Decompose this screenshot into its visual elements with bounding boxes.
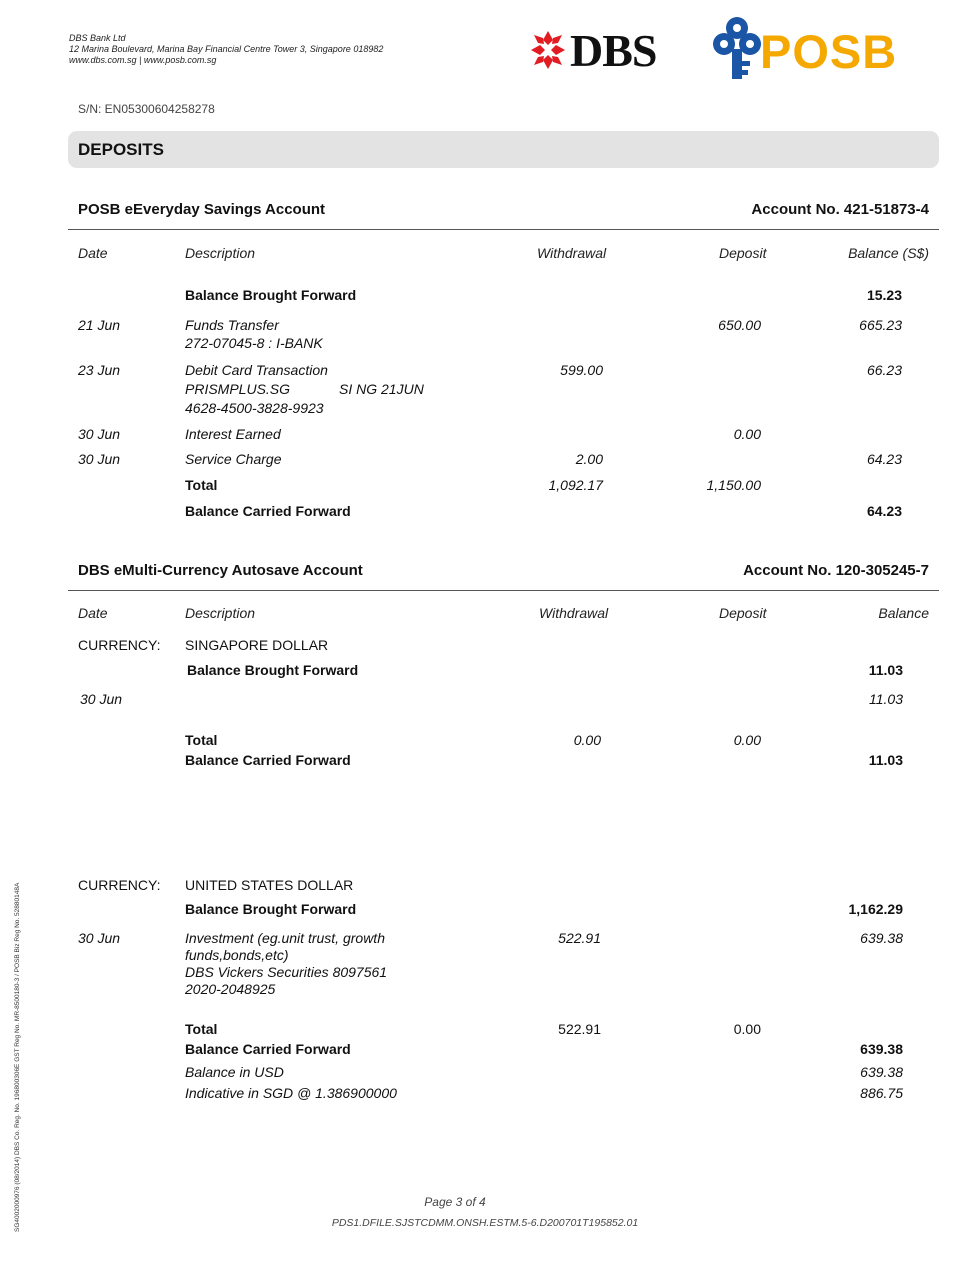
- row-deposit: 0.00: [733, 426, 761, 442]
- account1-number: Account No. 421-51873-4: [751, 201, 929, 218]
- row-description-detail: PRISMPLUS.SG: [185, 381, 291, 397]
- col-withdrawal: Withdrawal: [537, 245, 607, 261]
- bbf-label: Balance Brought Forward: [185, 287, 357, 303]
- row-withdrawal: 2.00: [575, 451, 603, 467]
- serial-number: S/N: EN05300604258278: [78, 102, 215, 116]
- row-description-detail: DBS Vickers Securities 8097561: [185, 964, 388, 980]
- row-date: 30 Jun: [80, 691, 123, 707]
- total-withdrawal: 0.00: [573, 732, 601, 748]
- dbs-star-icon: [530, 30, 566, 70]
- row-withdrawal: 522.91: [558, 930, 601, 946]
- row-date: 23 Jun: [78, 362, 121, 378]
- row-description: Service Charge: [185, 451, 282, 467]
- bcf-value: 639.38: [860, 1041, 903, 1057]
- row-deposit: 650.00: [718, 317, 761, 333]
- row-description-detail: 272-07045-8 : I-BANK: [185, 335, 323, 351]
- col-withdrawal: Withdrawal: [539, 605, 609, 621]
- dbs-logo-text: DBS: [570, 25, 657, 76]
- row-date: 30 Jun: [78, 451, 121, 467]
- bcf-label: Balance Carried Forward: [185, 1041, 351, 1057]
- indicative-sgd-label: Indicative in SGD @ 1.386900000: [185, 1085, 397, 1101]
- col-date: Date: [78, 245, 108, 261]
- row-description-detail: 2020-2048925: [185, 981, 276, 997]
- bbf-value: 11.03: [868, 662, 903, 678]
- bbf-label: Balance Brought Forward: [185, 901, 357, 917]
- account2-number: Account No. 120-305245-7: [743, 562, 929, 579]
- col-deposit: Deposit: [719, 605, 767, 621]
- col-balance: Balance (S$): [848, 245, 929, 261]
- total-deposit: 0.00: [733, 1021, 761, 1037]
- row-description: Funds Transfer: [185, 317, 279, 333]
- currency-name: SINGAPORE DOLLAR: [185, 637, 329, 653]
- currency-label: CURRENCY:: [78, 637, 161, 653]
- side-registration-text: SG4002000976 (08/2014) DBS Co. Reg. No. 196800306E GST Reg No. MR-8500180-3 / POSB Biz Reg No. 52880148A: [14, 882, 21, 1232]
- row-description: Debit Card Transaction: [185, 362, 328, 378]
- total-deposit: 1,150.00: [706, 477, 761, 493]
- row-balance: 11.03: [869, 691, 903, 707]
- row-balance: 66.23: [866, 362, 902, 378]
- posb-key-icon: [711, 15, 763, 81]
- col-deposit: Deposit: [719, 245, 767, 261]
- row-description: Investment (eg.unit trust, growth: [185, 930, 385, 946]
- row-balance: 665.23: [859, 317, 902, 333]
- bcf-value: 64.23: [866, 503, 902, 519]
- bcf-label: Balance Carried Forward: [185, 752, 351, 768]
- balance-usd-label: Balance in USD: [185, 1064, 284, 1080]
- account1-name: POSB eEveryday Savings Account: [78, 201, 326, 218]
- bbf-label: Balance Brought Forward: [187, 662, 359, 678]
- account1-divider: [68, 229, 939, 230]
- row-balance: 639.38: [860, 930, 903, 946]
- section-bar: [68, 131, 939, 168]
- indicative-sgd-value: 886.75: [860, 1085, 903, 1101]
- bcf-label: Balance Carried Forward: [185, 503, 351, 519]
- bbf-value: 1,162.29: [848, 901, 903, 917]
- bank-website: www.dbs.com.sg | www.posb.com.sg: [69, 55, 217, 65]
- col-balance: Balance: [878, 605, 929, 621]
- col-description: Description: [185, 245, 256, 261]
- bank-address: 12 Marina Boulevard, Marina Bay Financial Centre Tower 3, Singapore 018982: [69, 44, 384, 54]
- row-description: Interest Earned: [185, 426, 281, 442]
- balance-usd-value: 639.38: [860, 1064, 903, 1080]
- total-label: Total: [185, 477, 218, 493]
- row-description-detail: funds,bonds,etc): [185, 947, 289, 963]
- total-withdrawal: 522.91: [558, 1021, 601, 1037]
- total-withdrawal: 1,092.17: [548, 477, 603, 493]
- section-title: DEPOSITS: [78, 140, 164, 159]
- row-description-extra: SI NG 21JUN: [339, 381, 424, 397]
- currency-name: UNITED STATES DOLLAR: [185, 877, 354, 893]
- bank-name: DBS Bank Ltd: [69, 33, 126, 43]
- currency-label: CURRENCY:: [78, 877, 161, 893]
- row-description-card: 4628-4500-3828-9923: [185, 400, 324, 416]
- page-number: Page 3 of 4: [424, 1195, 486, 1209]
- total-label: Total: [185, 732, 218, 748]
- bbf-value: 15.23: [866, 287, 902, 303]
- col-date: Date: [78, 605, 108, 621]
- account2-divider: [68, 590, 939, 591]
- row-balance: 64.23: [866, 451, 902, 467]
- total-label: Total: [185, 1021, 218, 1037]
- total-deposit: 0.00: [733, 732, 761, 748]
- row-withdrawal: 599.00: [560, 362, 603, 378]
- row-date: 30 Jun: [78, 426, 121, 442]
- document-code: PDS1.DFILE.SJSTCDMM.ONSH.ESTM.5-6.D200701T195852.01: [331, 1217, 639, 1229]
- posb-logo-text: POSB: [760, 25, 898, 78]
- account2-name: DBS eMulti-Currency Autosave Account: [78, 562, 363, 579]
- col-description: Description: [185, 605, 256, 621]
- row-date: 21 Jun: [78, 317, 121, 333]
- bcf-value: 11.03: [868, 752, 903, 768]
- row-date: 30 Jun: [78, 930, 121, 946]
